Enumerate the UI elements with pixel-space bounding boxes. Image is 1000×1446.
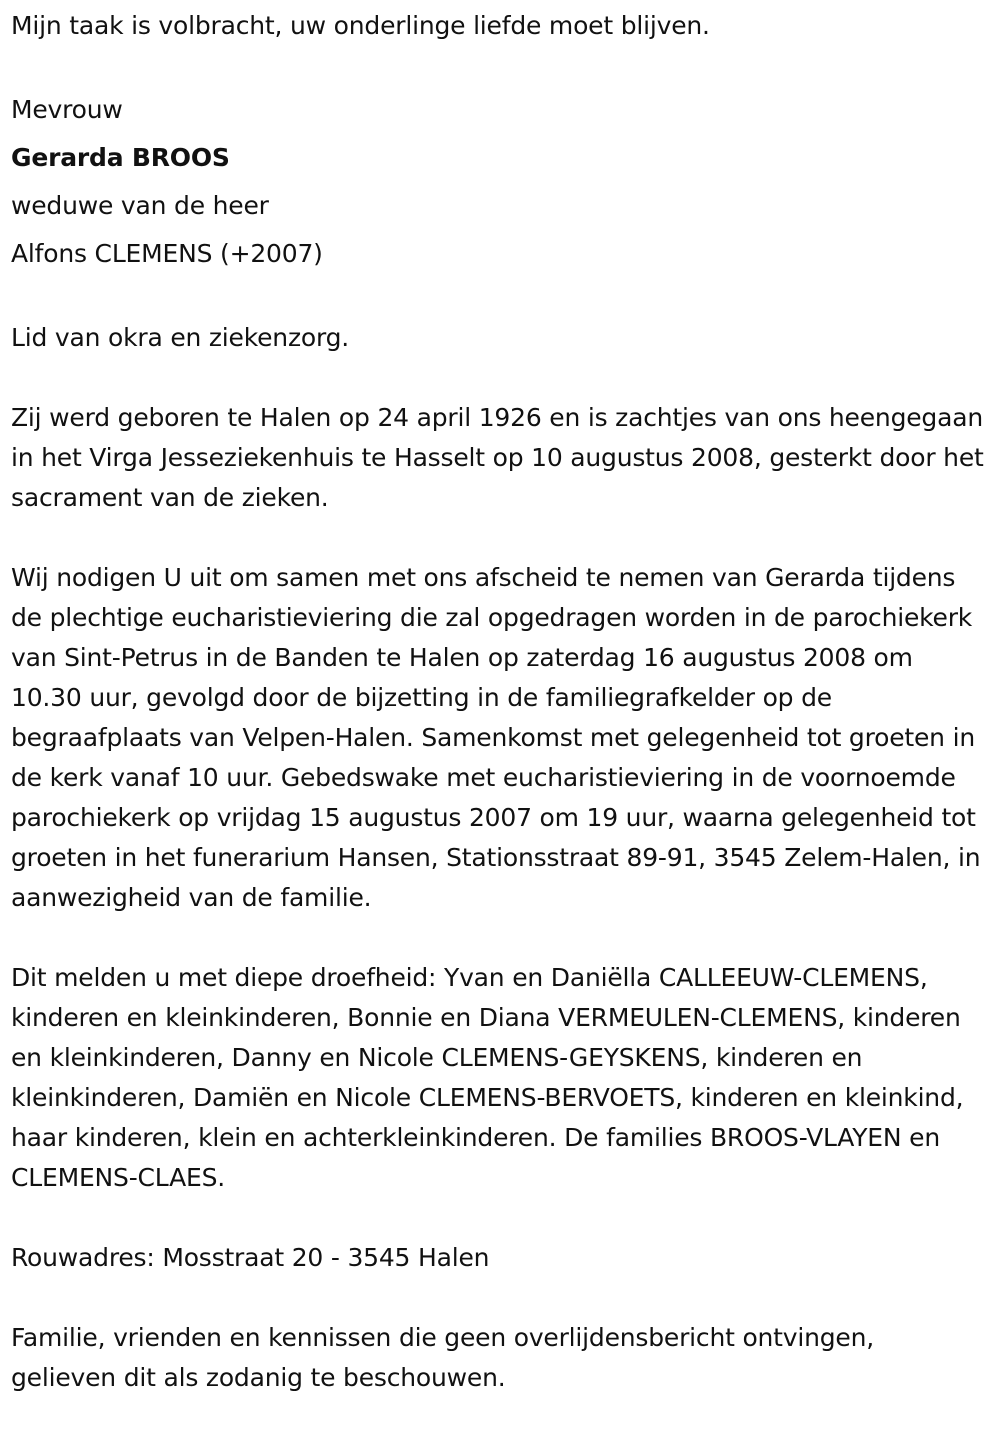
spacer [11,518,984,558]
spacer [11,46,984,86]
motto: Mijn taak is volbracht, uw onderlinge liefde moet blijven. [11,11,710,40]
invitation-paragraph: Wij nodigen U uit om samen met ons afscheid te nemen van Gerarda tijdens de plechtige eucharistieviering die zal opgedragen worden in de parochiekerk van Sint-Petrus in de Banden te Halen op zaterdag 16 augustus 2008 om 10.30 uur, gevolgd door de bijzetting in de familiegrafkelder op de begraafplaats van Velpen-Halen. Samenkomst met gelegenheid tot groeten in de kerk vanaf 10 uur. Gebedswake met eucharistieviering in de voornoemde parochiekerk op vrijdag 15 augustus 2007 om 19 uur, waarna gelegenheid tot groeten in het funerarium Hansen, Stationsstraat 89-91, 3545 Zelem-Halen, in aanwezigheid van de familie. [11,563,981,912]
spacer [11,1198,984,1238]
spouse-name: Alfons CLEMENS (+2007) [11,239,323,268]
membership-paragraph: Lid van okra en ziekenzorg. [11,323,350,352]
spacer [11,918,984,958]
spacer [11,1278,984,1318]
family-notice-paragraph: Dit melden u met diepe droefheid: Yvan en Daniëlla CALLEEUW-CLEMENS, kinderen en kleinkinderen, Bonnie en Diana VERMEULEN-CLEMENS, kinderen en kleinkinderen, Danny en Nicole CLEMENS-GEYSKENS, kinderen en kleinkinderen, Damiën en Nicole CLEMENS-BERVOETS, kinderen en kleinkind, haar kinderen, klein en achterkleinkinderen. De families BROOS-VLAYEN en CLEMENS-CLAES. [11,963,964,1192]
spacer [11,278,984,318]
closing-paragraph: Familie, vrienden en kennissen die geen overlijdensbericht ontvingen, gelieven dit als zodanig te beschouwen. [11,1323,875,1392]
address-line: Rouwadres: Mosstraat 20 - 3545 Halen [11,1243,490,1272]
salutation: Mevrouw [11,95,123,124]
relation-line: weduwe van de heer [11,191,269,220]
deceased-name: Gerarda BROOS [11,143,230,172]
birth-death-paragraph: Zij werd geboren te Halen op 24 april 1926 en is zachtjes van ons heengegaan in het Virga Jesseziekenhuis te Hasselt op 10 augustus 2008, gesterkt door het sacrament van de zieken. [11,403,984,512]
spacer [11,358,984,398]
